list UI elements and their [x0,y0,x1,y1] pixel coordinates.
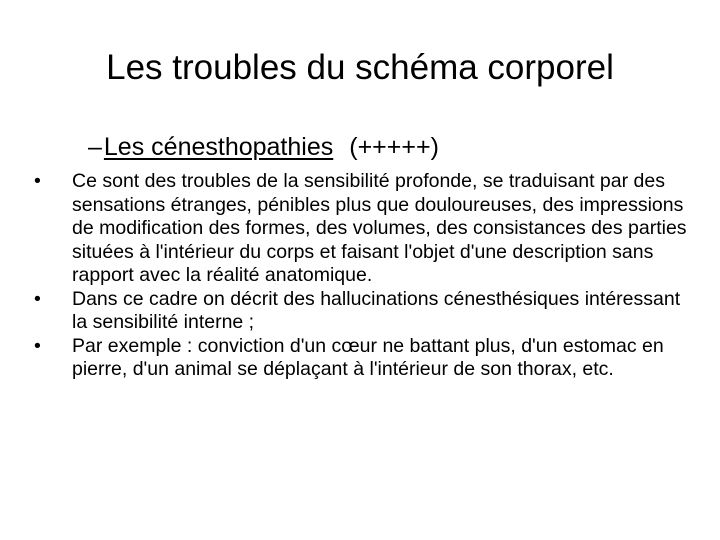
bullet-dot-icon: • [34,170,41,192]
bullet-text: Par exemple : conviction d'un cœur ne battant plus, d'un estomac en pierre, d'un animal se déplaçant à l'intérieur de son thorax, etc. [72,334,664,380]
bullet-dot-icon: • [34,334,41,357]
subheading-term: Les cénesthopathies [103,133,334,161]
bullet-item [34,288,694,335]
bullet-text: Ce sont des troubles de la sensibilité profonde, se traduisant par des sensations étranges, pénibles plus que douloureuses, des impressions de modification des formes, des volumes, des consistances des parties situées à l'intérieur du corps et faisant l'objet d'une description sans rapport avec la réalité anatomique. [72,170,687,286]
bullet-item [34,335,694,382]
subheading-marks: (+++++) [349,133,439,161]
bullet-dot-icon: • [34,287,41,310]
slide-title: Les troubles du schéma corporel [106,48,614,87]
bullet-text: Dans ce cadre on décrit des hallucinations cénesthésiques intéressant la sensibilité interne ; [72,287,681,333]
subheading-dash: – [88,133,102,161]
bullet-item [34,170,694,288]
subheading [88,130,439,164]
bullet-list [34,170,694,382]
